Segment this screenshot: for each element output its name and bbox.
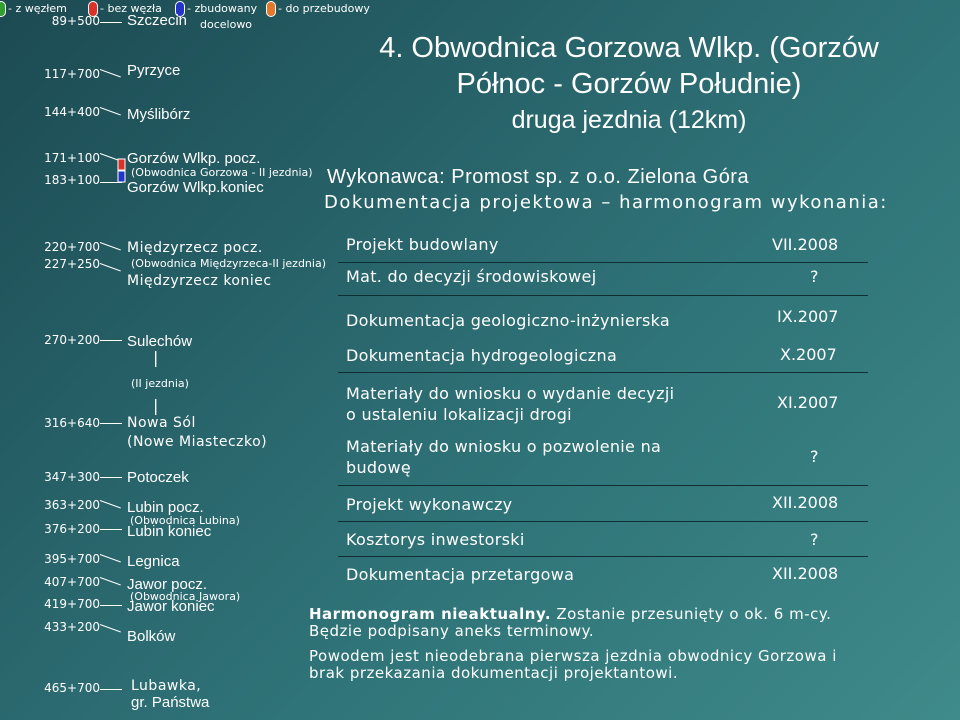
schedule-date: ? [810,267,819,286]
city-label: Jawor pocz. [127,576,208,593]
km-marker: 220+700 [44,240,100,254]
schedule-label: Dokumentacja hydrogeologiczna [346,346,618,365]
title-line-1: 4. Obwodnica Gorzowa Wlkp. (Gorzów [379,32,879,64]
city-label: Bolków [127,628,176,645]
city-label: Lubin koniec [127,523,212,540]
schedule-label: Projekt budowlany [346,235,499,254]
schedule-date: X.2007 [780,345,837,364]
city-label: Nowa Sól [127,415,196,431]
schedule-label: Projekt wykonawczy [346,495,513,514]
divider [338,372,868,373]
schedule-date: ? [810,447,819,466]
legend-z-wezlem: - z węzłem [8,2,67,15]
km-marker: 270+200 [44,333,100,347]
divider [338,556,868,557]
footer-line-3: Powodem jest nieodebrana pierwsza jezdnia obwodnicy Gorzowa i [309,647,837,665]
red-node-icon [118,159,125,170]
note-gorzow: (Obwodnica Gorzowa - II jezdnia) [131,166,313,179]
schedule-date: ? [810,530,819,549]
km-marker: 183+100 [44,173,100,187]
footer-bold: Harmonogram nieaktualny. [309,605,552,623]
city-label: Lubawka, [131,678,202,694]
divider [338,521,868,522]
footer-line-1-rest: Zostanie przesunięty o ok. 6 m-cy. [551,605,832,623]
blue-node-icon [118,171,125,182]
schedule-label: Kosztorys inwestorski [346,530,525,549]
note-jawora: (Obwodnica Jawora) [130,590,241,603]
city-label: Jawor koniec [127,598,215,615]
legend-do-przebudowy: - do przebudowy [278,2,370,15]
km-marker: 171+100 [44,151,100,165]
divider [338,485,868,486]
route-bar: | [153,348,159,367]
city-label: Myślibórz [127,106,191,123]
route-bar: | [153,396,159,415]
schedule-label: Dokumentacja geologiczno-inżynierska [346,311,671,330]
footer-line-2: Będzie podpisany aneks terminowy. [309,622,595,640]
km-marker: 363+200 [44,498,100,512]
schedule-date: XII.2008 [772,564,839,583]
title-line-3: druga jezdnia (12km) [511,106,747,134]
schedule-date: XII.2008 [772,493,839,512]
schedule-label: budowę [346,458,411,477]
schedule-label: o ustaleniu lokalizacji drogi [346,405,572,424]
city-label: Sulechów [127,333,193,350]
schedule-label: Mat. do decyzji środowiskowej [346,267,597,286]
km-marker: 89+500 [51,14,100,28]
km-marker: 465+700 [44,681,100,695]
km-marker: 227+250 [44,257,100,271]
orange-node-icon [266,1,276,17]
km-marker: 117+700 [44,67,100,81]
schedule-date: XI.2007 [777,393,839,412]
km-marker: 144+400 [44,105,100,119]
note-gr-panstwa: gr. Państwa [131,694,210,711]
note-nowe-miasteczko: (Nowe Miasteczko) [127,434,268,450]
city-label: Szczecin [127,12,188,29]
divider [338,262,868,263]
divider [338,295,868,296]
schedule-label: Materiały do wniosku o wydanie decyzji [346,384,675,403]
footer-line-1 [309,606,831,623]
legend-zbudowany: - zbudowany [187,2,258,15]
note-ii-jezdnia: (II jezdnia) [131,377,189,390]
schedule-title: Dokumentacja projektowa – harmonogram wykonania: [324,192,888,213]
route-markers [0,0,130,720]
city-label: Pyrzyce [127,62,181,79]
km-marker: 395+700 [44,552,100,566]
title-line-2: Północ - Gorzów Południe) [456,68,802,100]
schedule-date: VII.2008 [772,235,839,254]
schedule-date: IX.2007 [777,307,839,326]
city-label: Międzyrzecz koniec [127,273,272,289]
km-marker: 316+640 [44,416,100,430]
legend-bez-wezla: - bez węzła [100,2,162,15]
contractor-text: Wykonawca: Promost sp. z o.o. Zielona Góra [327,166,750,188]
city-label: Gorzów Wlkp.koniec [127,179,264,196]
km-marker: 407+700 [44,575,100,589]
schedule-label: Dokumentacja przetargowa [346,565,575,584]
page-title [309,30,949,138]
city-label: Lubin pocz. [127,499,204,516]
km-marker: 419+700 [44,597,100,611]
km-marker: 433+200 [44,620,100,634]
footer-line-4: brak przekazania dokumentacji projektantowi. [309,664,679,682]
city-label: Międzyrzecz pocz. [127,240,263,256]
note-docelowo: docelowo [200,18,253,31]
note-lubina: (Obwodnica Lubina) [130,514,240,527]
note-miedzyrzecz: (Obwodnica Międzyrzeca-II jezdnia) [131,257,326,270]
km-marker: 376+200 [44,522,100,536]
city-label: Legnica [127,553,180,570]
city-label: Potoczek [127,469,189,486]
city-label: Gorzów Wlkp. pocz. [127,150,261,167]
km-marker: 347+300 [44,470,100,484]
schedule-label: Materiały do wniosku o pozwolenie na [346,437,662,456]
